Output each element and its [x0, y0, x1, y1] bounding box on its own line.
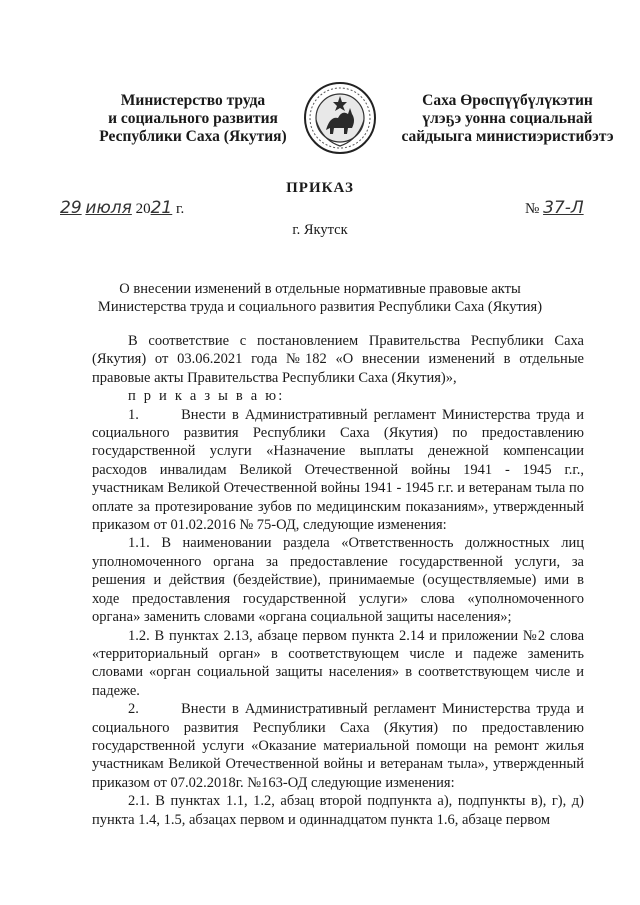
item-2-text: Внести в Административный регламент Министерства труда и социального развития Республики Саха (Якутия) по предоставлению государственной услуги «Оказание материальной помощи на ремонт жилья участникам Великой Отечественной войны и ветеранам тыла», утвержденный приказом от 07.02.2018г. №163-ОД следующие изменения:: [92, 701, 584, 791]
ministry-name-ru-line-1: Министерство труда: [120, 92, 266, 109]
ministry-name-ru-line-2: и социального развития: [108, 110, 278, 127]
body-paragraph-preamble: В соответствие с постановлением Правительства Республики Саха (Якутия) от 03.06.2021 года №182 «О внесении изменений в отдельные правовые акты Правительства Республики Саха (Якутия)»,: [92, 333, 584, 386]
body-paragraph-order-word: п р и к а з ы в а ю:: [128, 388, 285, 405]
yakutia-coat-of-arms-icon: [302, 80, 378, 156]
order-date-year-suffix: 21: [150, 198, 173, 218]
order-date-year-prefix: 20: [135, 201, 151, 217]
order-date-suffix: г.: [175, 201, 185, 217]
body-paragraph-item-1: [92, 406, 584, 535]
ministry-name-sakha-line-3: сайдыыга министиэристибэтэ: [401, 128, 614, 145]
body-paragraph-item-2-1: 2.1. В пунктах 1.1, 1.2, абзац второй подпункта а), подпункты в), г), д) пункта 1.4, 1.5, абзацах первом и одиннадцатом пункта 1.6, абзаце первом: [92, 793, 584, 828]
order-city: г. Якутск: [292, 222, 348, 238]
ministry-name-sakha: [395, 92, 620, 146]
ministry-name-sakha-line-1: Саха Өрөспүүбүлүкэтин: [422, 92, 593, 109]
order-date: [60, 198, 184, 218]
order-date-month: июля: [85, 198, 132, 218]
body-paragraph-item-1-1: 1.1. В наименовании раздела «Ответственность должностных лиц уполномоченного органа за предоставление государственной услуги, за решения и действия (бездействие), принимаемые (осуществляемые) ими в ходе предоставления государственной услуги» слова «уполномоченного органа» заменить словами «органа социальной защиты населения»;: [92, 535, 584, 626]
order-number: [525, 198, 584, 218]
item-1-number: 1.: [128, 406, 139, 423]
order-subject-line-1: О внесении изменений в отдельные нормативные правовые акты: [119, 281, 521, 297]
order-number-prefix: №: [525, 201, 540, 217]
body-paragraph-item-2: [92, 700, 584, 792]
order-date-day: 29: [60, 198, 82, 218]
item-2-number: 2.: [128, 701, 139, 718]
order-number-value: 37-Л: [543, 198, 584, 218]
body-paragraph-item-1-2: 1.2. В пунктах 2.13, абзаце первом пункта 2.14 и приложении №2 слова «территориальный орган» в соответствующем числе и падеже заменить словами «орган социальной защиты населения» в соответствующем числе и падеже.: [92, 627, 584, 699]
item-1-text: Внести в Административный регламент Министерства труда и социального развития Республики Саха (Якутия) по предоставлению государственной услуги «Назначение выплаты денежной компенсации расходов инвалидам Великой Отечественной войны 1941 - 1945 г.г., участникам Великой Отечественной войны 1941 - 1945 г.г. и ветеранам тыла по оплате за протезирование зубов по медицинским показаниям», утвержденный приказом от 01.02.2016 № 75-ОД, следующие изменения:: [92, 406, 584, 534]
ministry-name-ru-line-3: Республики Саха (Якутия): [99, 128, 287, 145]
order-subject-line-2: Министерства труда и социального развития Республики Саха (Якутия): [97, 299, 543, 315]
ministry-name-ru: [88, 92, 298, 146]
order-subject: [0, 280, 640, 316]
ministry-name-sakha-line-2: үлэҕэ уонна социальнай: [422, 110, 593, 127]
order-body: [92, 332, 584, 829]
document-title: ПРИКАЗ: [286, 180, 354, 196]
